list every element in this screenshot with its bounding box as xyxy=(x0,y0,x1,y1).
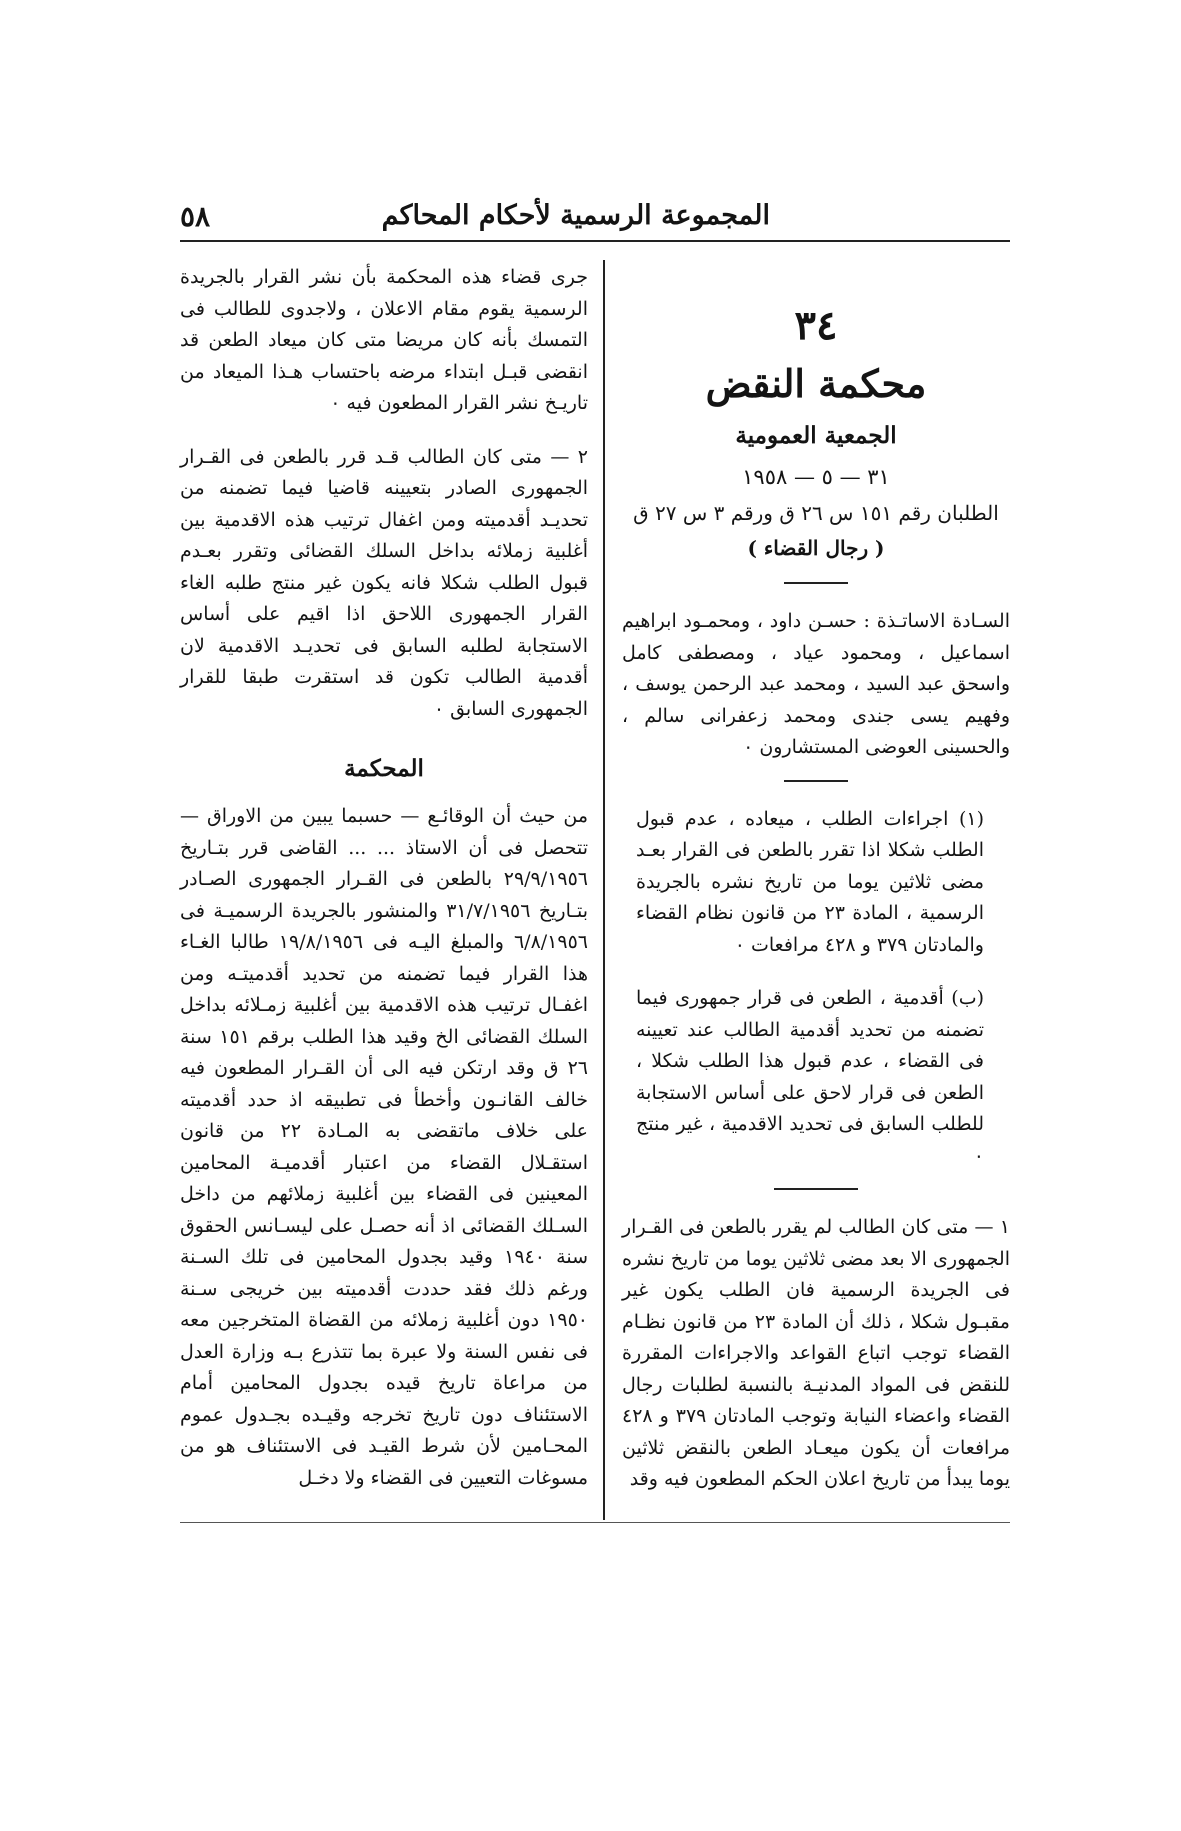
case-number: ٣٤ xyxy=(794,302,838,349)
court-name: محكمة النقض xyxy=(705,361,927,406)
session-date: ٣١ — ٥ — ١٩٥٨ xyxy=(742,465,890,489)
separator-rule xyxy=(774,1188,858,1190)
page-number: ٥٨ xyxy=(180,200,211,233)
header-rule xyxy=(180,240,1010,242)
principle-1: ١ — متى كان الطالب لم يقرر بالطعن فى القـرار الجمهورى الا بعد مضى ثلاثين يوما من تاريخ نشره فى الجريدة الرسمية فان الطلب يكون غير مقبـول شكلا ، ذلك أن المادة ٢٣ من قانون نظـام القضاء توجب اتباع القواعد والاجراءات المقررة للنقض فى المواد المدنيـة بالنسبة لطلبات رجال القضاء واعضاء النيابة وتوجب المادتان ٣٧٩ و ٤٢٨ مرافعات أن يكون ميعـاد الطعن بالنقض ثلاثين يوما يبدأ من تاريخ اعلان الحكم المطعون فيه وقد xyxy=(622,1216,1010,1490)
judges-list: السـادة الاساتـذة : حسـن داود ، ومحمـود ابراهيم اسماعيل ، ومحمود عياد ، ومصطفى كامل واسحق عبد السيد ، ومحمد عبد الرحمن يوسف ، وفهيم يسى جندى ومحمد زعفرانى سالم ، والحسينى العوضى المستشارون ٠ xyxy=(622,610,1010,758)
principle-1-continuation: جرى قضاء هذه المحكمة بأن نشر القرار بالجريدة الرسمية يقوم مقام الاعلان ، ولاجدوى للطالب فى التمسك بأنه كان مريضا متى كان ميعاد الطعن قد انقضى قبـل ابتداء مرضه باحتساب هـذا الميعاد من تاريـخ نشر القرار المطعون فيه ٠ xyxy=(180,266,588,414)
request-numbers: الطلبان رقم ١٥١ س ٢٦ ق ورقم ٣ س ٢٧ ق xyxy=(633,501,999,525)
column-divider xyxy=(603,260,605,1520)
principle-2: ٢ — متى كان الطالب قـد قرر بالطعن فى القـرار الجمهورى الصادر بتعيينه قاضيا فيما تضمنه من تحديـد أقدميته ومن اغفال ترتيب هذه الاقدمية بين أغلبية زملائه بداخل السلك القضائى وتقرر بعـدم قبول الطلب شكلا فانه يكون غير منتج طلبه الغاء القرار الجمهورى اللاحق اذا اقيم على أساس الاستجابة لطلبه السابق فى تحديـد الاقدمية لان أقدمية الطالب تكون قد استقرت طبقا للقرار الجمهورى السابق ٠ xyxy=(180,445,588,720)
running-title: المجموعة الرسمية لأحكام المحاكم xyxy=(381,200,770,231)
separator-rule xyxy=(784,582,848,584)
section-heading: المحكمة xyxy=(344,755,424,782)
case-subject: ( رجال القضاء ) xyxy=(747,536,885,560)
assembly-name: الجمعية العمومية xyxy=(735,422,897,449)
headnote-b: (ب) أقدمية ، الطعن فى قرار جمهورى فيما تضمنه من تحديد أقدمية الطالب عند تعيينه فى القضاء ، عدم قبول هذا الطلب شكلا ، الطعن فى قرار لاحق على أساس الاستجابة للطلب السابق فى تحديد الاقدمية ، غير منتج ٠ xyxy=(636,987,984,1167)
judgment-body: من حيث أن الوقائـع — حسبما يبين من الاوراق — تتحصل فى أن الاستاذ ... ... القاضى قرر بتـاريخ ٢٩/٩/١٩٥٦ بالطعن فى القـرار الجمهورى الصـادر بتـاريخ ٣١/٧/١٩٥٦ والمنشور بالجريدة الرسميـة فى ٦/٨/١٩٥٦ والمبلغ اليـه فى ١٩/٨/١٩٥٦ طالبا الغـاء هذا القرار فيما تضمنه من تحديد أقدميتـه ومن اغفـال ترتيب هذه الاقدمية بين أغلبية زمـلائه بداخل السلك القضائى الخ وقيد هذا الطلب برقم ١٥١ سنة ٢٦ ق وقد ارتكن فيه الى أن القـرار المطعون فيه خالف القانـون وأخطأ فى تطبيقه اذ حدد أقدميته على خلاف ماتقضى به المـادة ٢٢ من قانون استقـلال القضاء من اعتبار أقدميـة المحامين المعينين فى القضاء بين أغلبية زملائهم من داخل السـلك القضائى اذ أنه حصـل على ليسـانس الحقوق سنة ١٩٤٠ وقيد بجدول المحامين فى تلك السـنة ورغم ذلك فقد حددت أقدميته بين خريجى سـنة ١٩٥٠ دون أغلبية زملائه من القضاة المتخرجين معه فى نفس السنة ولا عبرة بما تتذرع بـه وزارة العدل من مراعاة تاريخ قيده بجدول المحامين أمام الاستئناف دون تاريخ تخرجه وقيـده بجـدول عموم المحـامين لأن شرط القيـد فى الاستئناف هو من مسوغات التعيين فى القضاء ولا دخـل xyxy=(180,805,589,1489)
left-column xyxy=(180,262,588,1498)
page-header xyxy=(180,200,1010,236)
bottom-rule xyxy=(180,1522,1010,1523)
headnote-a: (١) اجراءات الطلب ، ميعاده ، عدم قبول الطلب شكلا اذا تقرر بالطعن فى القرار بعـد مضى ثلاثين يوما من تاريخ نشره بالجريدة الرسمية ، المادة ٢٣ من قانون نظام القضاء والمادتان ٣٧٩ و ٤٢٨ مرافعات ٠ xyxy=(636,807,984,956)
separator-rule xyxy=(784,780,848,782)
right-column xyxy=(622,262,1010,1500)
